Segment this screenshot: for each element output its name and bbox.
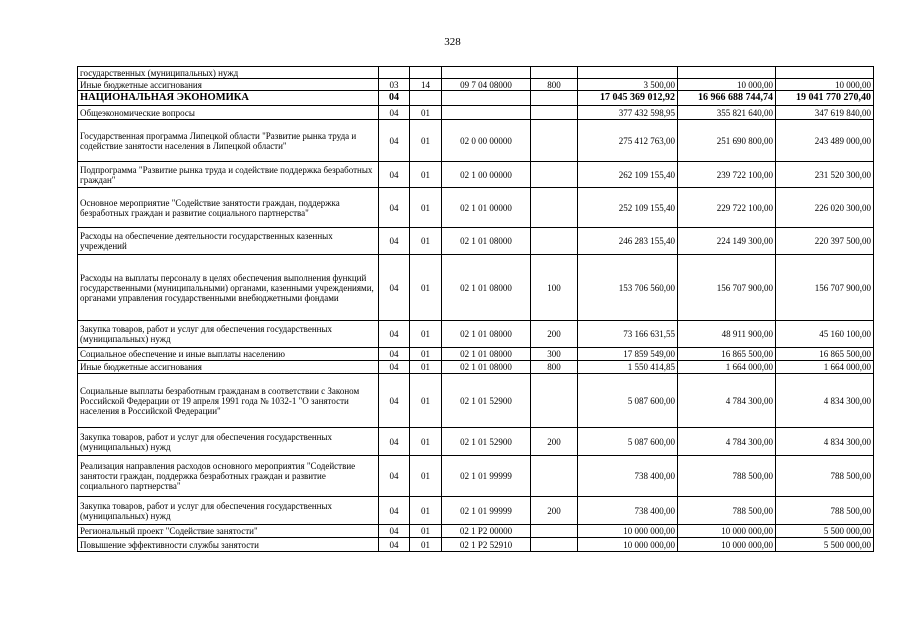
budget-table <box>77 66 874 552</box>
amount-year-3: 10 000,00 <box>776 79 874 91</box>
row-description: Общеэкономические вопросы <box>78 106 379 120</box>
page-number: 328 <box>444 36 461 48</box>
row-description: Иные бюджетные ассигнования <box>78 361 379 374</box>
expense-type-code: 300 <box>531 348 578 361</box>
expense-type-code <box>531 162 578 188</box>
expense-type-code <box>531 525 578 538</box>
table-row <box>78 188 874 228</box>
amount-year-3: 45 160 100,00 <box>776 321 874 348</box>
amount-year-2: 10 000,00 <box>678 79 776 91</box>
target-article-code: 02 1 01 00000 <box>442 188 531 228</box>
amount-year-3 <box>776 67 874 79</box>
target-article-code: 09 7 04 08000 <box>442 79 531 91</box>
target-article-code: 02 1 01 08000 <box>442 255 531 321</box>
expense-type-code: 800 <box>531 79 578 91</box>
expense-type-code <box>531 106 578 120</box>
section-code: 04 <box>379 374 410 428</box>
target-article-code: 02 1 01 99999 <box>442 456 531 497</box>
amount-year-3: 347 619 840,00 <box>776 106 874 120</box>
row-description: НАЦИОНАЛЬНАЯ ЭКОНОМИКА <box>78 91 379 106</box>
section-code <box>379 67 410 79</box>
amount-year-1: 3 500,00 <box>578 79 678 91</box>
row-description: государственных (муниципальных) нужд <box>78 67 379 79</box>
section-code: 04 <box>379 456 410 497</box>
amount-year-1: 1 550 414,85 <box>578 361 678 374</box>
amount-year-2: 4 784 300,00 <box>678 374 776 428</box>
subsection-code: 01 <box>410 348 442 361</box>
section-code: 04 <box>379 228 410 255</box>
subsection-code: 01 <box>410 255 442 321</box>
amount-year-3: 788 500,00 <box>776 497 874 525</box>
target-article-code: 02 1 01 08000 <box>442 321 531 348</box>
row-description: Региональный проект "Содействие занятости" <box>78 525 379 538</box>
table-row <box>78 361 874 374</box>
amount-year-3: 5 500 000,00 <box>776 538 874 552</box>
amount-year-2: 251 690 800,00 <box>678 120 776 162</box>
subsection-code <box>410 67 442 79</box>
expense-type-code: 200 <box>531 497 578 525</box>
amount-year-2: 355 821 640,00 <box>678 106 776 120</box>
section-code: 03 <box>379 79 410 91</box>
expense-type-code: 200 <box>531 428 578 456</box>
amount-year-3: 5 500 000,00 <box>776 525 874 538</box>
amount-year-1: 153 706 560,00 <box>578 255 678 321</box>
amount-year-1: 738 400,00 <box>578 497 678 525</box>
amount-year-3: 156 707 900,00 <box>776 255 874 321</box>
amount-year-2: 156 707 900,00 <box>678 255 776 321</box>
table-row <box>78 162 874 188</box>
amount-year-2: 224 149 300,00 <box>678 228 776 255</box>
row-description: Повышение эффективности службы занятости <box>78 538 379 552</box>
amount-year-1: 5 087 600,00 <box>578 374 678 428</box>
expense-type-code: 100 <box>531 255 578 321</box>
table-row <box>78 497 874 525</box>
table-row <box>78 428 874 456</box>
section-code: 04 <box>379 348 410 361</box>
table-row <box>78 525 874 538</box>
row-description: Социальные выплаты безработным гражданам в соответствии с Законом Российской Федерации от 19 апреля 1991 года № 1032-1 "О занятости населения в Российской Федерации" <box>78 374 379 428</box>
expense-type-code <box>531 456 578 497</box>
expense-type-code <box>531 538 578 552</box>
subsection-code: 01 <box>410 188 442 228</box>
row-description: Расходы на обеспечение деятельности государственных казенных учреждений <box>78 228 379 255</box>
amount-year-3: 231 520 300,00 <box>776 162 874 188</box>
target-article-code: 02 0 00 00000 <box>442 120 531 162</box>
row-description: Социальное обеспечение и иные выплаты населению <box>78 348 379 361</box>
expense-type-code <box>531 188 578 228</box>
section-code: 04 <box>379 361 410 374</box>
expense-type-code: 200 <box>531 321 578 348</box>
subsection-code: 14 <box>410 79 442 91</box>
subsection-code: 01 <box>410 361 442 374</box>
table-row <box>78 374 874 428</box>
amount-year-1: 10 000 000,00 <box>578 525 678 538</box>
amount-year-2: 788 500,00 <box>678 456 776 497</box>
subsection-code: 01 <box>410 321 442 348</box>
target-article-code: 02 1 01 08000 <box>442 361 531 374</box>
amount-year-2: 10 000 000,00 <box>678 538 776 552</box>
amount-year-2: 788 500,00 <box>678 497 776 525</box>
amount-year-2 <box>678 67 776 79</box>
table-row <box>78 321 874 348</box>
expense-type-code <box>531 120 578 162</box>
section-code: 04 <box>379 188 410 228</box>
subsection-code: 01 <box>410 374 442 428</box>
amount-year-1: 73 166 631,55 <box>578 321 678 348</box>
amount-year-1: 5 087 600,00 <box>578 428 678 456</box>
target-article-code: 02 1 01 52900 <box>442 428 531 456</box>
amount-year-1: 246 283 155,40 <box>578 228 678 255</box>
section-code: 04 <box>379 120 410 162</box>
table-row <box>78 106 874 120</box>
subsection-code <box>410 91 442 106</box>
amount-year-1: 275 412 763,00 <box>578 120 678 162</box>
table-row <box>78 348 874 361</box>
section-code: 04 <box>379 525 410 538</box>
amount-year-3: 16 865 500,00 <box>776 348 874 361</box>
amount-year-3: 4 834 300,00 <box>776 374 874 428</box>
target-article-code: 02 1 01 08000 <box>442 228 531 255</box>
subsection-code: 01 <box>410 497 442 525</box>
row-description: Закупка товаров, работ и услуг для обеспечения государственных (муниципальных) нужд <box>78 321 379 348</box>
row-description: Государственная программа Липецкой области "Развитие рынка труда и содействие занятости населения в Липецкой области" <box>78 120 379 162</box>
amount-year-3: 788 500,00 <box>776 456 874 497</box>
subsection-code: 01 <box>410 538 442 552</box>
amount-year-2: 16 966 688 744,74 <box>678 91 776 106</box>
row-description: Иные бюджетные ассигнования <box>78 79 379 91</box>
amount-year-3: 4 834 300,00 <box>776 428 874 456</box>
section-code: 04 <box>379 106 410 120</box>
target-article-code: 02 1 00 00000 <box>442 162 531 188</box>
target-article-code: 02 1 Р2 52910 <box>442 538 531 552</box>
amount-year-2: 16 865 500,00 <box>678 348 776 361</box>
target-article-code <box>442 106 531 120</box>
section-code: 04 <box>379 497 410 525</box>
amount-year-2: 229 722 100,00 <box>678 188 776 228</box>
subsection-code: 01 <box>410 525 442 538</box>
amount-year-3: 220 397 500,00 <box>776 228 874 255</box>
subsection-code: 01 <box>410 228 442 255</box>
amount-year-1: 17 045 369 012,92 <box>578 91 678 106</box>
expense-type-code <box>531 228 578 255</box>
target-article-code <box>442 91 531 106</box>
amount-year-2: 10 000 000,00 <box>678 525 776 538</box>
amount-year-1: 377 432 598,95 <box>578 106 678 120</box>
section-code: 04 <box>379 162 410 188</box>
row-description: Закупка товаров, работ и услуг для обеспечения государственных (муниципальных) нужд <box>78 497 379 525</box>
table-row <box>78 67 874 79</box>
row-description: Закупка товаров, работ и услуг для обеспечения государственных (муниципальных) нужд <box>78 428 379 456</box>
section-code: 04 <box>379 255 410 321</box>
table-row <box>78 91 874 106</box>
target-article-code: 02 1 01 08000 <box>442 348 531 361</box>
table-row <box>78 456 874 497</box>
section-code: 04 <box>379 321 410 348</box>
subsection-code: 01 <box>410 162 442 188</box>
table-row <box>78 79 874 91</box>
target-article-code: 02 1 01 52900 <box>442 374 531 428</box>
expense-type-code <box>531 67 578 79</box>
amount-year-2: 4 784 300,00 <box>678 428 776 456</box>
subsection-code: 01 <box>410 456 442 497</box>
row-description: Основное мероприятие "Содействие занятости граждан, поддержка безработных граждан и развитие социального партнерства" <box>78 188 379 228</box>
amount-year-2: 239 722 100,00 <box>678 162 776 188</box>
amount-year-2: 1 664 000,00 <box>678 361 776 374</box>
target-article-code <box>442 67 531 79</box>
row-description: Подпрограмма "Развитие рынка труда и содействие поддержка безработных граждан" <box>78 162 379 188</box>
expense-type-code: 800 <box>531 361 578 374</box>
section-code: 04 <box>379 91 410 106</box>
table-row <box>78 228 874 255</box>
subsection-code: 01 <box>410 120 442 162</box>
amount-year-1: 262 109 155,40 <box>578 162 678 188</box>
expense-type-code <box>531 91 578 106</box>
amount-year-1: 10 000 000,00 <box>578 538 678 552</box>
subsection-code: 01 <box>410 428 442 456</box>
section-code: 04 <box>379 428 410 456</box>
row-description: Реализация направления расходов основного мероприятия "Содействие занятости граждан, поддержка безработных граждан и развитие социального партнерства" <box>78 456 379 497</box>
amount-year-1: 738 400,00 <box>578 456 678 497</box>
row-description: Расходы на выплаты персоналу в целях обеспечения выполнения функций государственными (муниципальными) органами, казенными учреждениями, органами управления государственными внебюджетными фондами <box>78 255 379 321</box>
amount-year-1 <box>578 67 678 79</box>
amount-year-3: 226 020 300,00 <box>776 188 874 228</box>
amount-year-1: 252 109 155,40 <box>578 188 678 228</box>
subsection-code: 01 <box>410 106 442 120</box>
section-code: 04 <box>379 538 410 552</box>
expense-type-code <box>531 374 578 428</box>
table-row <box>78 120 874 162</box>
table-row <box>78 538 874 552</box>
target-article-code: 02 1 01 99999 <box>442 497 531 525</box>
amount-year-3: 19 041 770 270,40 <box>776 91 874 106</box>
table-row <box>78 255 874 321</box>
amount-year-1: 17 859 549,00 <box>578 348 678 361</box>
amount-year-2: 48 911 900,00 <box>678 321 776 348</box>
amount-year-3: 1 664 000,00 <box>776 361 874 374</box>
target-article-code: 02 1 Р2 00000 <box>442 525 531 538</box>
amount-year-3: 243 489 000,00 <box>776 120 874 162</box>
